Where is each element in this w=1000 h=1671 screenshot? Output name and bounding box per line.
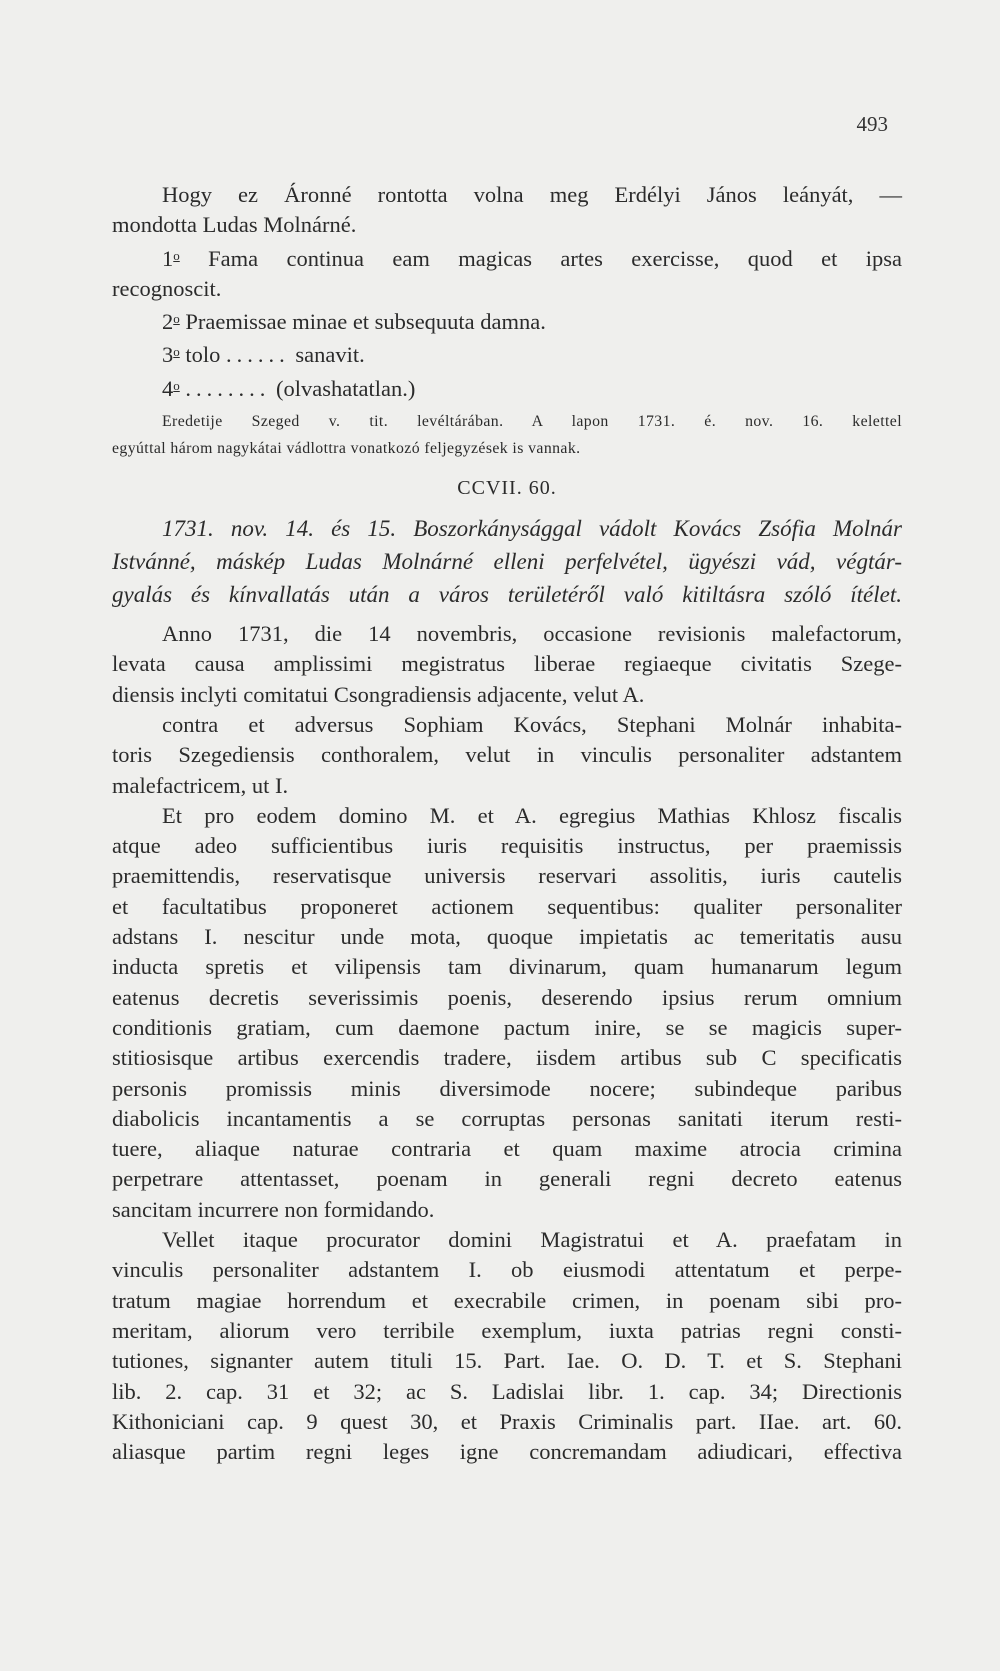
body-line: inducta spretis et vilipensis tam divinarum, quam humanarum legum <box>112 954 902 980</box>
body-line: atque adeo sufficientibus iuris requisitis instructus, per praemissis <box>112 833 902 859</box>
title-line: 1731. nov. 14. és 15. Boszorkánysággal vádolt Kovács Zsófia Molnár <box>162 516 902 542</box>
note-line: Eredetije Szeged v. tit. levéltárában. A lapon 1731. é. nov. 16. kelettel <box>162 413 902 431</box>
body-line: praemittendis, reservatisque universis reservari assolitis, iuris cautelis <box>112 863 902 889</box>
list-item-text: (olvashatatlan.) <box>276 375 416 401</box>
body-line: Vellet itaque procurator domini Magistratui et A. praefatam in <box>162 1227 902 1253</box>
body-line: aliasque partim regni leges igne concremandam adiudicari, effectiva <box>112 1439 902 1465</box>
body-line: levata causa amplissimi megistratus liberae regiaeque civitatis Szege- <box>112 651 902 677</box>
list-item-continuation: recognoscit. <box>112 275 222 301</box>
ordinal: 1$^o$ <box>162 245 180 271</box>
body-line: Kithoniciani cap. 9 quest 30, et Praxis Criminalis part. IIae. art. 60. <box>112 1408 902 1434</box>
intro-line: Hogy ez Áronné rontotta volna meg Erdélyi János leányát, — <box>162 182 902 207</box>
body-line: adstans I. nescitur unde mota, quoque impietatis ac temeritatis ausu <box>112 924 902 950</box>
body-line: tratum magiae horrendum et execrabile crimen, in poenam sibi pro- <box>112 1287 902 1313</box>
body-line: toris Szegediensis conthoralem, velut in vinculis personaliter adstantem <box>112 742 902 768</box>
document-body <box>112 619 902 1467</box>
ordinal: 4$^o$ <box>162 375 180 401</box>
list-item-text: Praemissae minae et subsequuta damna. <box>185 309 546 335</box>
body-line: perpetrare attentasset, poenam in generali regni decreto eatenus <box>112 1166 902 1192</box>
list-item-2 <box>112 304 902 337</box>
ellipsis-dots: ...... <box>226 342 290 368</box>
body-line: meritam, aliorum vero terribile exemplum, iuxta patrias regni consti- <box>112 1317 902 1343</box>
body-line: Et pro eodem domino M. et A. egregius Mathias Khlosz fiscalis <box>162 802 902 828</box>
list-item-1 <box>112 241 902 274</box>
list-item-text: sanavit. <box>295 342 365 368</box>
body-line: diabolicis incantamentis a se corruptas personas sanitati iterum resti- <box>112 1105 902 1131</box>
body-line: conditionis gratiam, cum daemone pactum inire, se se magicis super- <box>112 1014 902 1040</box>
list-item-4 <box>112 371 902 404</box>
document-title <box>112 512 902 611</box>
note-line: egyúttal három nagykátai vádlottra vonatkozó feljegyzések is vannak. <box>112 440 581 458</box>
document-number: CCVII. 60. <box>457 477 557 500</box>
body-line: eatenus decretis severissimis poenis, deserendo ipsius rerum omnium <box>112 984 902 1010</box>
source-note <box>112 408 902 462</box>
body-line: lib. 2. cap. 31 et 32; ac S. Ladislai libr. 1. cap. 34; Directionis <box>112 1378 902 1404</box>
list-item-text: tolo <box>185 342 221 368</box>
ordinal: 2$^o$ <box>162 309 180 335</box>
body-line: Anno 1731, die 14 novembris, occasione revisionis malefactorum, <box>162 621 902 647</box>
list-item-text: Fama continua eam magicas artes exercisse, quod et ipsa <box>208 245 902 271</box>
body-line: tutiones, signanter autem tituli 15. Part. Iae. O. D. T. et S. Stephani <box>112 1348 902 1374</box>
body-line: personis promissis minis diversimode nocere; subindeque paribus <box>112 1075 902 1101</box>
list-item-3 <box>112 337 902 370</box>
body-line: malefactricem, ut I. <box>112 772 289 798</box>
intro-line: mondotta Ludas Molnárné. <box>112 212 357 238</box>
ellipsis-dots: ........ <box>185 375 271 401</box>
body-line: stitiosisque artibus exercendis tradere, iisdem artibus sub C specificatis <box>112 1045 902 1071</box>
title-line: gyalás és kínvallatás után a város területéről való kitiltásra szóló ítélet. <box>112 582 902 608</box>
body-line: contra et adversus Sophiam Kovács, Stephani Molnár inhabita- <box>162 711 902 737</box>
page-number: 493 <box>856 112 888 136</box>
body-line: tuere, aliaque naturae contraria et quam maxime atrocia crimina <box>112 1136 902 1162</box>
body-line: et facultatibus proponeret actionem sequentibus: qualiter personaliter <box>112 893 902 919</box>
body-line: vinculis personaliter adstantem I. ob eiusmodi attentatum et perpe- <box>112 1257 902 1283</box>
body-line: diensis inclyti comitatui Csongradiensis adjacente, velut A. <box>112 681 645 707</box>
text-block <box>112 180 902 1467</box>
title-line: Istvánné, máskép Ludas Molnárné elleni perfelvétel, ügyészi vád, végtár- <box>112 549 902 575</box>
ordinal: 3$^o$ <box>162 342 180 368</box>
body-line: sancitam incurrere non formidando. <box>112 1196 435 1222</box>
